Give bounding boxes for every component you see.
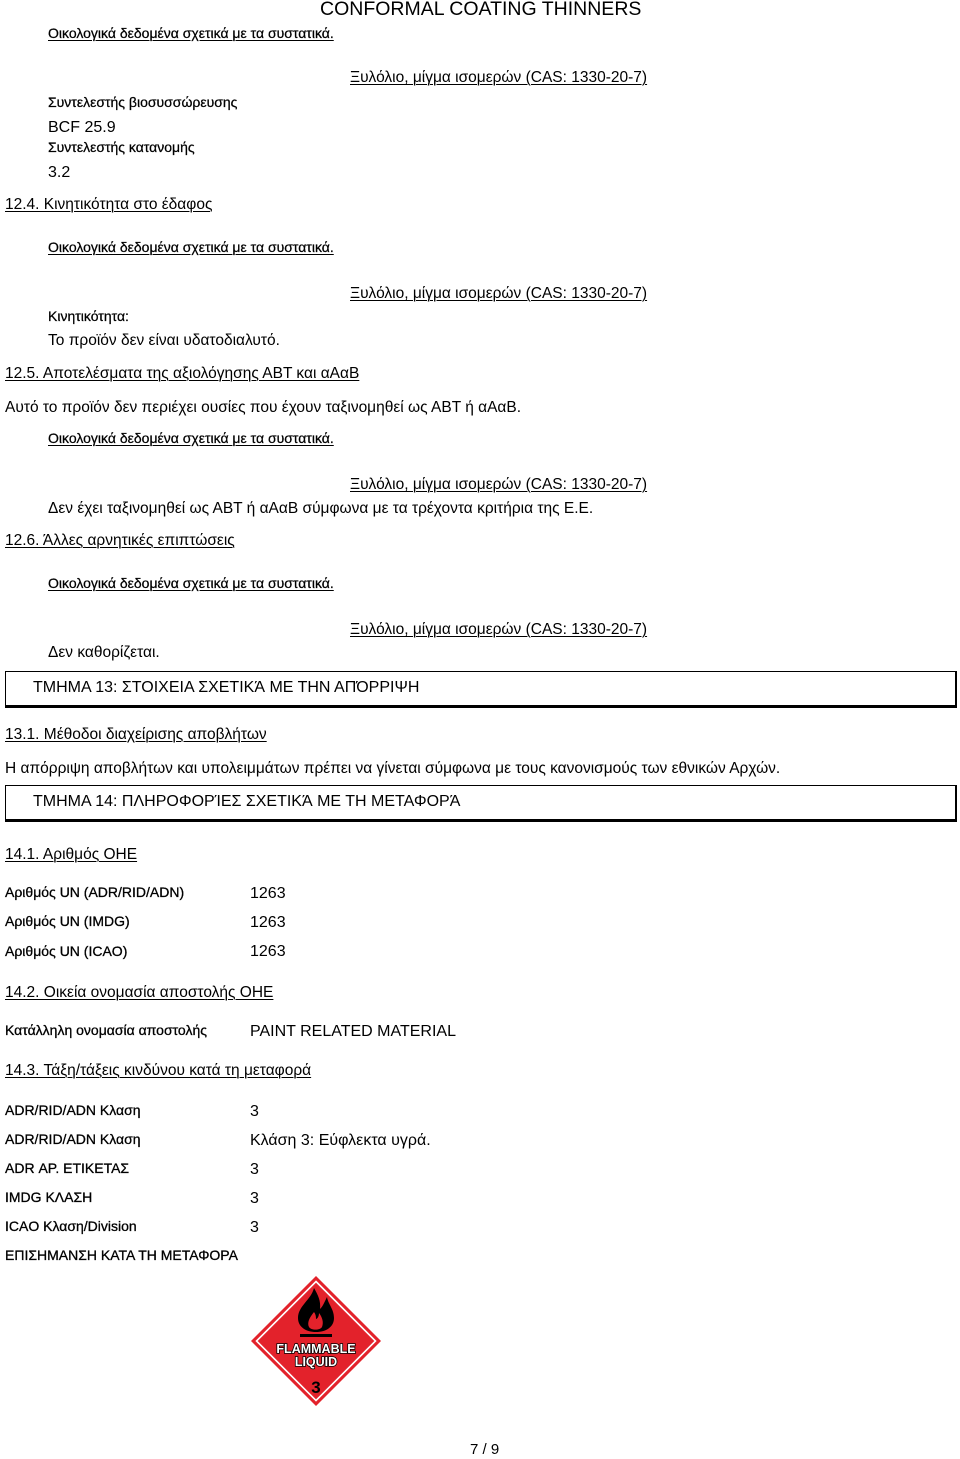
transport-row-value: 1263 — [250, 943, 286, 960]
subsection-heading-12-4: 12.4. Κινητικότητα στο έδαφος — [5, 196, 213, 213]
substance-name: Ξυλόλιο, μίγμα ισομερών (CAS: 1330-20-7) — [350, 285, 648, 302]
ecological-component-data-heading: Οικολογικά δεδομένα σχετικά με τα συστατικά. — [48, 430, 334, 446]
ecological-component-data-heading: Οικολογικά δεδομένα σχετικά με τα συστατικά. — [48, 239, 334, 255]
waste-methods-text: Η απόρριψη αποβλήτων και υπολειμμάτων πρέπει να γίνεται σύμφωνα με τους κανονισμούς των εθνικών Αρχών. — [5, 760, 781, 777]
flame-base-bar — [300, 1334, 332, 1337]
transport-row-label: IMDG ΚΛΑΣΗ — [5, 1189, 93, 1205]
section-13-banner — [5, 671, 957, 708]
flammable-liquid-diamond-icon — [250, 1275, 382, 1407]
hazard-label-line2: LIQUID — [294, 1355, 338, 1369]
ecological-component-data-heading: Οικολογικά δεδομένα σχετικά με τα συστατικά. — [48, 25, 334, 41]
substance-name: Ξυλόλιο, μίγμα ισομερών (CAS: 1330-20-7) — [350, 69, 648, 86]
transport-row-label: ICAO Κλαση/Division — [5, 1218, 137, 1234]
ecological-component-data-heading: Οικολογικά δεδομένα σχετικά με τα συστατικά. — [48, 575, 334, 591]
bioaccumulation-factor-value: BCF 25.9 — [48, 119, 116, 136]
subsection-heading-14-1: 14.1. Αριθμός ΟΗΕ — [5, 846, 138, 863]
transport-row-label: Αριθμός UN (ICAO) — [5, 943, 128, 959]
substance-name: Ξυλόλιο, μίγμα ισομερών (CAS: 1330-20-7) — [350, 476, 648, 493]
transport-row-value: 3 — [250, 1161, 259, 1178]
transport-row-value: 3 — [250, 1219, 259, 1236]
other-effects-value: Δεν καθορίζεται. — [48, 644, 160, 661]
transport-row-value: PAINT RELATED MATERIAL — [250, 1023, 456, 1040]
subsection-heading-14-2: 14.2. Οικεία ονομασία αποστολής ΟΗΕ — [5, 984, 274, 1001]
transport-labelling-heading: ΕΠΙΣΗΜΑΝΣΗ ΚΑΤΑ ΤΗ ΜΕΤΑΦΟΡΑ — [5, 1247, 238, 1263]
subsection-heading-14-3: 14.3. Τάξη/τάξεις κινδύνου κατά τη μεταφορά — [5, 1062, 312, 1079]
hazard-class-number: 3 — [311, 1378, 321, 1397]
subsection-heading-12-6: 12.6. Άλλες αρνητικές επιπτώσεις — [5, 532, 235, 549]
transport-row-label: ADR/RID/ADN Κλαση — [5, 1102, 141, 1118]
transport-row-label: Κατάλληλη ονομασία αποστολής — [5, 1022, 207, 1038]
bioaccumulation-factor-label: Συντελεστής βιοσυσσώρευσης — [48, 94, 238, 110]
transport-row-label: Αριθμός UN (IMDG) — [5, 913, 130, 929]
page-number: 7 / 9 — [470, 1441, 500, 1458]
partition-coefficient-value: 3.2 — [48, 164, 71, 181]
mobility-label: Κινητικότητα: — [48, 308, 129, 324]
subsection-heading-12-5: 12.5. Αποτελέσματα της αξιολόγησης ΑΒΤ και αΑαΒ — [5, 365, 360, 382]
transport-row-value: Κλάση 3: Εύφλεκτα υγρά. — [250, 1132, 431, 1149]
transport-row-label: Αριθμός UN (ADR/RID/ADN) — [5, 884, 185, 900]
transport-row-label: ADR/RID/ADN Κλαση — [5, 1131, 141, 1147]
partition-coefficient-label: Συντελεστής κατανομής — [48, 139, 195, 155]
mobility-value: Το προϊόν δεν είναι υδατοδιαλυτό. — [48, 332, 280, 349]
substance-name: Ξυλόλιο, μίγμα ισομερών (CAS: 1330-20-7) — [350, 621, 648, 638]
section-13-title: ΤΜΗΜΑ 13: ΣΤΟΙΧΕΙΑ ΣΧΕΤΙΚΆ ΜΕ ΤΗΝ ΑΠΌΡΡΙΨΗ — [33, 679, 420, 696]
section-14-title: ΤΜΗΜΑ 14: ΠΛΗΡΟΦΟΡΊΕΣ ΣΧΕΤΙΚΆ ΜΕ ΤΗ ΜΕΤΑΦΟΡΆ — [33, 793, 461, 810]
hazard-label-line1: FLAMMABLE — [276, 1342, 356, 1356]
transport-row-value: 3 — [250, 1190, 259, 1207]
pbt-statement: Αυτό το προϊόν δεν περιέχει ουσίες που έχουν ταξινομηθεί ως ΑΒΤ ή αΑαΒ. — [5, 399, 522, 416]
subsection-heading-13-1: 13.1. Μέθοδοι διαχείρισης αποβλήτων — [5, 726, 267, 743]
pbt-substance-value: Δεν έχει ταξινομηθεί ως ΑΒΤ ή αΑαΒ σύμφωνα με τα τρέχοντα κριτήρια της Ε.Ε. — [48, 500, 594, 517]
transport-row-value: 1263 — [250, 885, 286, 902]
section-14-banner — [5, 785, 957, 822]
transport-row-value: 1263 — [250, 914, 286, 931]
document-title: CONFORMAL COATING THINNERS — [320, 0, 642, 20]
transport-row-label: ADR ΑΡ. ΕΤΙΚΕΤΑΣ — [5, 1160, 130, 1176]
transport-row-value: 3 — [250, 1103, 259, 1120]
